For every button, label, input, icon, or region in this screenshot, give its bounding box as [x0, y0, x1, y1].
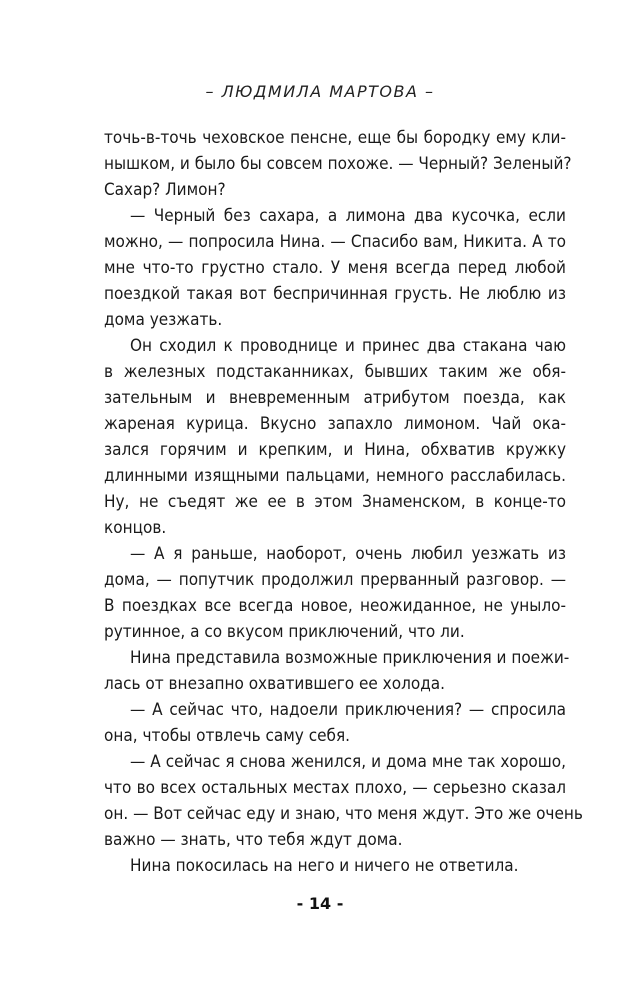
text-line: длинными изящными пальцами, немного расслабилась. [104, 466, 566, 486]
text-line: В поездках все всегда новое, неожиданное, не уныло- [104, 596, 566, 616]
text-line: можно, — попросила Нина. — Спасибо вам, Никита. А то [104, 232, 566, 252]
text-line: она, чтобы отвлечь саму себя. [104, 726, 351, 746]
text-line: — А я раньше, наоборот, очень любил уезжать из [130, 544, 566, 564]
text-line: — А сейчас я снова женился, и дома мне так хорошо, [130, 752, 566, 772]
text-line: рутинное, а со вкусом приключений, что ли. [104, 622, 465, 642]
text-line: мне что-то грустно стало. У меня всегда перед любой [104, 258, 566, 278]
text-line: — Черный без сахара, а лимона два кусочка, если [130, 206, 566, 226]
text-line: что во всех остальных местах плохо, — серьезно сказал [104, 778, 566, 798]
text-line: он. — Вот сейчас еду и знаю, что меня ждут. Это же очень [104, 804, 583, 824]
running-header: – ЛЮДМИЛА МАРТОВА – [205, 82, 435, 101]
text-line: зательным и вневременным атрибутом поезда, как [104, 388, 566, 408]
text-line: — А сейчас что, надоели приключения? — спросила [130, 700, 566, 720]
text-line: концов. [104, 518, 167, 538]
text-line: лась от внезапно охватившего ее холода. [104, 674, 446, 694]
text-line: Нина покосилась на него и ничего не ответила. [130, 856, 519, 876]
text-line: Ну, не съедят же ее в этом Знаменском, в конце-то [104, 492, 566, 512]
text-line: жареная курица. Вкусно запахло лимоном. Чай ока- [104, 414, 566, 434]
text-line: поездкой такая вот беспричинная грусть. Не люблю из [104, 284, 566, 304]
text-line: дома, — попутчик продолжил прерванный разговор. — [104, 570, 566, 590]
text-line: Он сходил к проводнице и принес два стакана чаю [130, 336, 566, 356]
page-number: - 14 - [296, 894, 344, 913]
text-line: Нина представила возможные приключения и поежи- [130, 648, 570, 668]
text-line: в железных подстаканниках, бывших таким же обя- [104, 362, 566, 382]
text-line: точь-в-точь чеховское пенсне, еще бы бородку ему кли- [104, 128, 566, 148]
text-line: важно — знать, что тебя ждут дома. [104, 830, 403, 850]
body-text [104, 125, 583, 879]
text-line: дома уезжать. [104, 310, 223, 330]
text-line: Сахар? Лимон? [104, 180, 226, 200]
text-line: зался горячим и крепким, и Нина, обхватив кружку [104, 440, 566, 460]
text-line: нышком, и было бы совсем похоже. — Черный? Зеленый? [104, 154, 572, 174]
